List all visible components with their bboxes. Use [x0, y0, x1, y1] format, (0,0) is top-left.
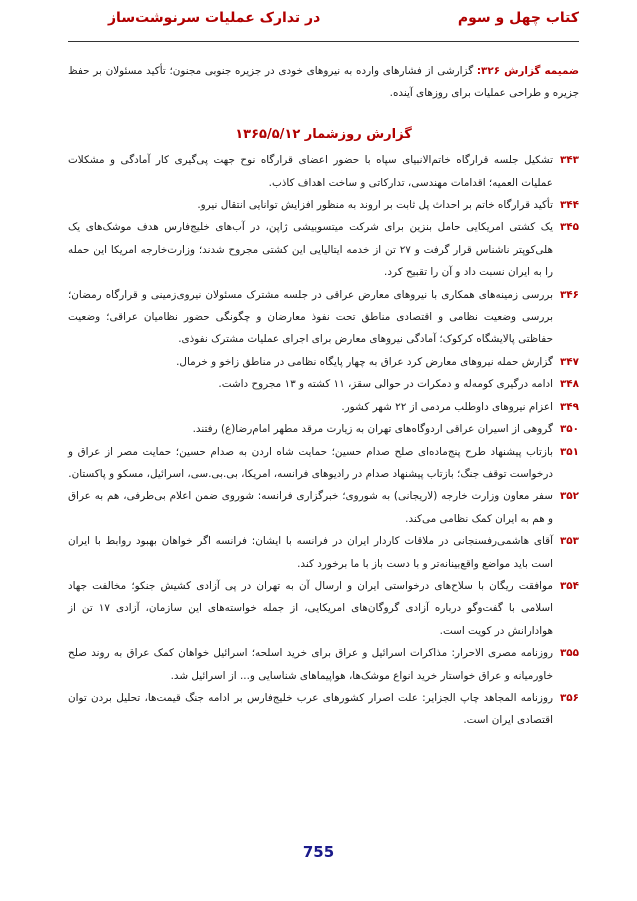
report-item: [68, 441, 579, 486]
report-item: [68, 530, 579, 575]
report-item-text: تشکیل جلسه قرارگاه خاتم‌الانبیای سپاه با حضور اعضای قرارگاه نوح جهت پی‌گیری کار آمادگی و مشکلات عملیات العمیه؛ اقدامات مهندسی، تدارکاتی و ساخت اهداف کاذب.: [68, 154, 553, 189]
report-item-text: سفر معاون وزارت خارجه (لاریجانی) به شوروی؛ خبرگزاری فرانسه: شوروی ضمن اعلام بی‌طرفی، هم به عراق و هم به ایران کمک نظامی می‌کند.: [68, 490, 553, 525]
report-item-number: ۳۵۶: [559, 691, 579, 704]
report-item: [68, 687, 579, 732]
report-item-text: بازتاب پیشنهاد طرح پنج‌ماده‌ای صلح صدام حسین؛ حمایت شاه اردن به صدام حسین؛ حمایت مصر از عراق و درخواست توقف جنگ؛ بازتاب پیشنهاد صدام در رادیوهای فرانسه، امریکا، بی.بی.سی، اسرائیل، مسکو و پاکستان.: [68, 445, 553, 480]
report-item-number: ۳۵۱: [559, 445, 579, 458]
report-item-text: بررسی زمینه‌های همکاری با نیروهای معارض عراقی در جلسه مشترک مسئولان نیروی‌زمینی و قرارگاه رمضان؛ بررسی وضعیت نظامی و اقتصادی مناطق تحت نفوذ معارضان و چگونگی حضور نظامیان عراقی؛ وضعیت حفاظتی پالایشگاه کرکوک؛ آمادگی نیروهای معارض برای اجرای عملیات مشترک نفوذی.: [68, 288, 553, 346]
report-item: [68, 485, 579, 530]
report-item: [68, 418, 579, 440]
report-item-number: ۳۵۰: [559, 423, 579, 436]
report-item-text: اعزام نیروهای داوطلب مردمی از ۲۲ شهر کشور.: [341, 400, 553, 413]
report-item-number: ۳۵۵: [559, 647, 579, 660]
report-item: [68, 284, 579, 351]
report-item-text: تأکید قرارگاه خاتم بر احداث پل ثابت بر اروند به منظور افزایش توانایی انتقال نیرو.: [197, 199, 553, 212]
report-item: [68, 642, 579, 687]
report-item-number: ۳۴۵: [559, 221, 579, 234]
header-rule: [68, 41, 579, 42]
report-item: [68, 575, 579, 642]
report-item-number: ۳۴۴: [559, 199, 579, 212]
appendix-text: گزارشی از فشارهای وارده به نیروهای خودی در جزیره جنوبی مجنون؛ تأکید مسئولان بر حفظ جزیره و طراحی عملیات برای روزهای آینده.: [68, 65, 579, 100]
section-title: گزارش روزشمار ۱۳۶۵/۵/۱۲: [235, 126, 412, 142]
report-item-text: روزنامه المجاهد چاپ الجزایر: علت اصرار کشورهای عرب خلیج‌فارس بر ادامه جنگ قیمت‌ها، تحلیل بردن توان اقتصادی ایران است.: [68, 691, 553, 727]
page-number: 755: [302, 843, 335, 861]
page-content: [68, 60, 579, 732]
report-item: [68, 194, 579, 216]
report-item-number: ۳۴۷: [559, 355, 579, 368]
report-item-number: ۳۵۲: [559, 490, 579, 503]
report-item: [68, 351, 579, 373]
appendix-note: [68, 60, 579, 105]
appendix-label: ضمیمه گزارش ۳۲۶:: [476, 65, 579, 77]
report-item: [68, 396, 579, 418]
report-item-text: گزارش حمله نیروهای معارض کرد عراق به چهار پایگاه نظامی در مناطق زاخو و خرمال.: [176, 355, 553, 368]
report-item-number: ۳۴۶: [559, 288, 579, 301]
report-item-text: یک کشتی امریکایی حامل بنزین برای شرکت میتسوبیشی ژاپن، در آب‌های خلیج‌فارس هدف موشک‌های یک هلی‌کوپتر ناشناس قرار گرفت و ۲۷ تن از خدمه ایتالیایی این کشتی مجروح شدند؛ وزارت‌خارجه امریکا این حمله را به ایران نسبت داد و آن را تقبیح کرد.: [68, 221, 553, 279]
report-item: [68, 149, 579, 194]
report-item-text: آقای هاشمی‌رفسنجانی در ملاقات کاردار ایران در فرانسه با ایشان: فرانسه اگر خواهان بهبود روابط با ایران است باید مواضع واقع‌بینانه‌تر و با دست باز با ما برخورد کند.: [68, 535, 553, 570]
report-item-number: ۳۴۳: [559, 154, 579, 167]
report-item: [68, 373, 579, 395]
report-item-number: ۳۴۹: [559, 400, 579, 413]
report-item-number: ۳۵۴: [559, 579, 579, 592]
report-item-text: ادامه درگیری کومه‌له و دمکرات در حوالی سقز، ۱۱ کشته و ۱۳ مجروح داشت.: [218, 378, 553, 391]
report-item-number: ۳۴۸: [559, 378, 579, 391]
report-item-text: موافقت ریگان با سلاح‌های درخواستی ایران و ارسال آن به تهران در پی آزادی کشیش جنکو؛ مخالفت جهاد اسلامی با گفت‌وگو درباره آزادی گروگان‌های امریکایی، از جمله خواسته‌های این سازمان، آزادی ۱۷ تن از هوادارانش در کویت است.: [68, 579, 553, 637]
report-item-list: [68, 149, 579, 732]
report-item-text: گروهی از اسیران عراقی اردوگاه‌های تهران به زیارت مرقد مطهر امام‌رضا(ع) رفتند.: [192, 423, 553, 436]
running-header-book-title: کتاب چهل و سوم: [457, 10, 579, 26]
report-item: [68, 216, 579, 283]
running-header-subtitle: در تدارک عملیات سرنوشت‌ساز: [108, 10, 321, 26]
report-item-number: ۳۵۳: [559, 535, 579, 548]
report-item-text: روزنامه مصری الاحرار: مذاکرات اسرائیل و عراق برای خرید اسلحه؛ اسرائیل خواهان کمک عراق به روند صلح خاورمیانه و عراق خواستار خرید انواع موشک‌ها، هواپیماهای شناسایی و... از اسرائیل شد.: [68, 647, 553, 682]
